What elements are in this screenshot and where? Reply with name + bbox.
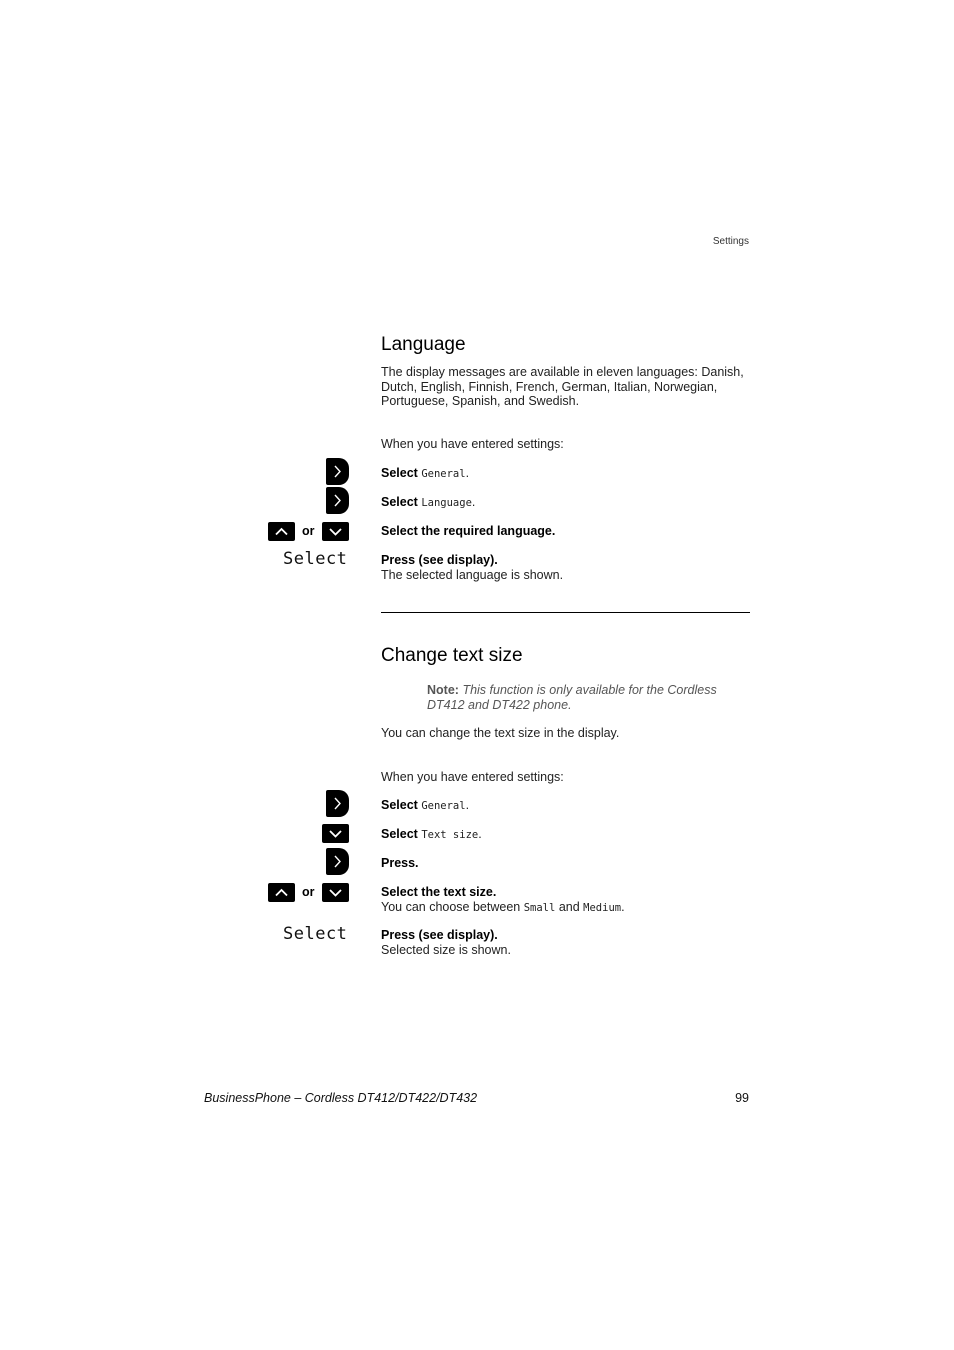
language-step-4: Press (see display). The selected language is shown. — [381, 553, 564, 582]
navigation-down-key-icon — [322, 522, 349, 541]
section-divider — [381, 612, 750, 613]
page-number: 99 — [735, 1091, 749, 1105]
footer-title: BusinessPhone – Cordless DT412/DT422/DT432 — [204, 1091, 478, 1105]
language-step-2: Select Language. — [381, 495, 476, 509]
note-label: Note: — [427, 683, 459, 697]
text-size-step-1: Select General. — [381, 798, 470, 812]
select-softkey: Select — [283, 924, 348, 944]
text-size-lead: When you have entered settings: — [381, 770, 564, 784]
select-softkey: Select — [283, 549, 348, 569]
navigation-right-key-icon — [326, 848, 349, 875]
navigation-up-key-icon — [268, 883, 295, 902]
text-size-step-5: Press (see display). Selected size is shown. — [381, 928, 511, 957]
note-text: This function is only available for the Cordless DT412 and DT422 phone. — [427, 683, 717, 712]
navigation-right-key-icon — [326, 487, 349, 514]
navigation-down-key-icon — [322, 824, 349, 843]
text-size-intro: You can change the text size in the display. — [381, 726, 620, 740]
text-size-step-2: Select Text size. — [381, 827, 482, 841]
running-header: Settings — [712, 236, 749, 247]
language-intro: The display messages are available in eleven languages: Danish, Dutch, English, Finnish, French, German, Italian, Norwegian, Portuguese, Spanish, and Swedish. — [381, 365, 744, 408]
language-step-1: Select General. — [381, 466, 470, 480]
text-size-step-3: Press. — [381, 856, 419, 870]
or-label: or — [302, 524, 315, 538]
navigation-right-key-icon — [326, 790, 349, 817]
text-size-step-4: Select the text size. You can choose between Small and Medium. — [381, 885, 625, 914]
navigation-down-key-icon — [322, 883, 349, 902]
language-heading: Language — [381, 334, 466, 355]
language-lead: When you have entered settings: — [381, 437, 564, 451]
or-label: or — [302, 885, 315, 899]
navigation-right-key-icon — [326, 458, 349, 485]
navigation-up-key-icon — [268, 522, 295, 541]
note-box — [427, 683, 752, 712]
language-step-3: Select the required language. — [381, 524, 556, 538]
text-size-heading: Change text size — [381, 645, 523, 666]
